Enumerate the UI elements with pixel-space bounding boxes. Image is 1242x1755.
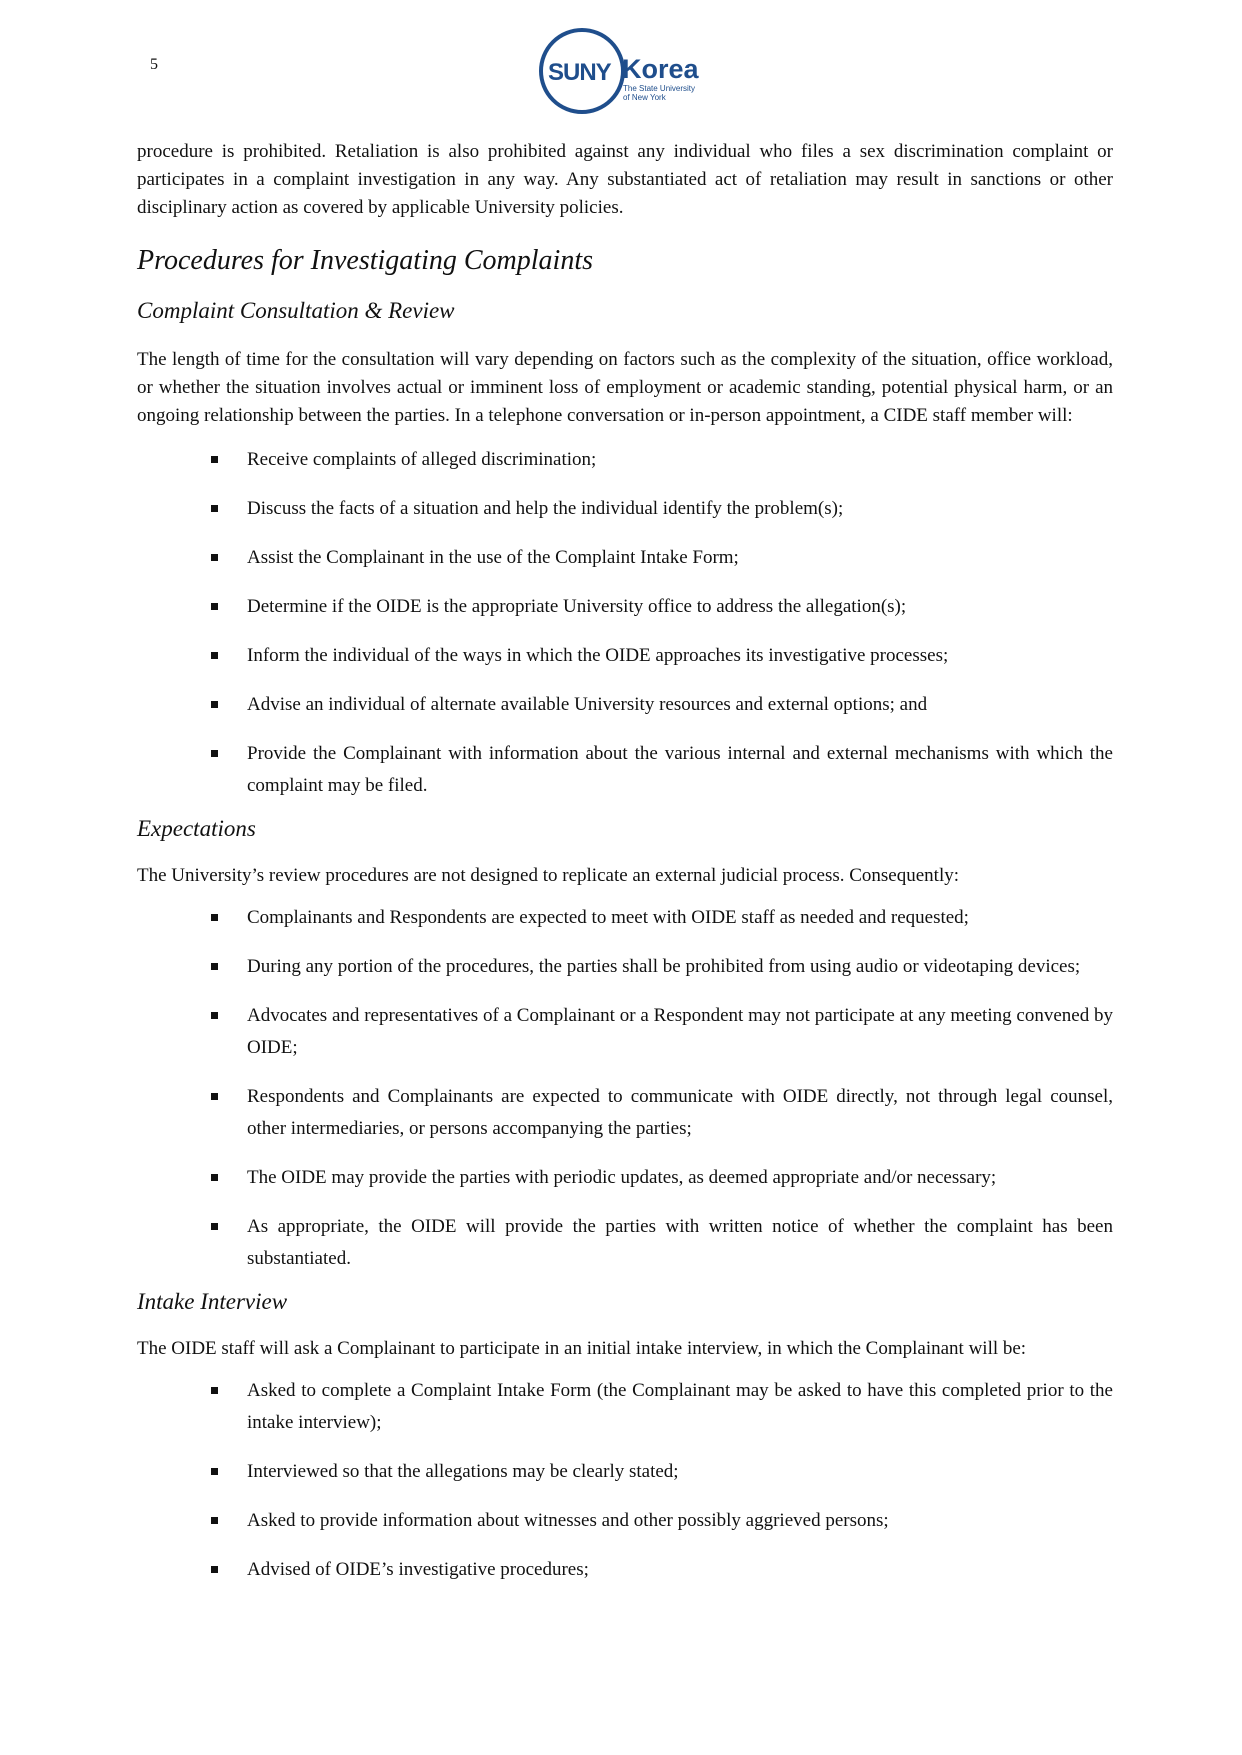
list-item [247, 542, 1113, 574]
list-item [247, 738, 1113, 802]
suny-korea-logo [538, 26, 708, 116]
list-item-text: Asked to provide information about witnesses and other possibly aggrieved persons; [247, 1510, 889, 1531]
list-item-text: Receive complaints of alleged discrimination; [247, 449, 597, 470]
bullet-icon [211, 750, 218, 757]
bullet-icon [211, 1174, 218, 1181]
list-item [247, 1000, 1113, 1064]
bullet-icon [211, 914, 218, 921]
logo-tagline-1: The State University [623, 84, 696, 93]
list-item [247, 444, 1113, 476]
bullet-icon [211, 554, 218, 561]
bullet-icon [211, 1566, 218, 1573]
list-item-text: Interviewed so that the allegations may be clearly stated; [247, 1461, 679, 1482]
list-item [247, 493, 1113, 525]
consultation-heading: Complaint Consultation & Review [137, 298, 455, 323]
list-item-text: Respondents and Complainants are expected to communicate with OIDE directly, not through legal counsel, other intermediaries, or persons accompanying the parties; [247, 1086, 1113, 1139]
list-item-text: Provide the Complainant with information about the various internal and external mechanisms with which the complaint may be filed. [247, 743, 1113, 796]
list-item-text: Asked to complete a Complaint Intake Form (the Complainant may be asked to have this completed prior to the intake interview); [247, 1380, 1113, 1433]
list-item [247, 591, 1113, 623]
logo-name-text: Korea [622, 54, 699, 84]
list-item [247, 1211, 1113, 1275]
list-item [247, 1456, 1113, 1488]
consultation-paragraph: The length of time for the consultation will vary depending on factors such as the complexity of the situation, office workload, or whether the situation involves actual or imminent loss of employment or academic standing, potential physical harm, or an ongoing relationship between the parties. In a telephone conversation or in-person appointment, a CIDE staff member will: [137, 349, 1113, 426]
list-item [247, 1162, 1113, 1194]
bullet-icon [211, 1093, 218, 1100]
intake-heading: Intake Interview [137, 1289, 288, 1314]
bullet-icon [211, 963, 218, 970]
page-number: 5 [150, 56, 158, 73]
bullet-icon [211, 1468, 218, 1475]
list-item-text: Determine if the OIDE is the appropriate University office to address the allegation(s); [247, 596, 907, 617]
list-item-text: Inform the individual of the ways in which the OIDE approaches its investigative processes; [247, 645, 949, 666]
expectations-heading: Expectations [137, 816, 256, 841]
section-title: Procedures for Investigating Complaints [137, 245, 593, 276]
bullet-icon [211, 1012, 218, 1019]
list-item-text: As appropriate, the OIDE will provide the parties with written notice of whether the complaint has been substantiated. [247, 1216, 1113, 1269]
list-item-text: Discuss the facts of a situation and help the individual identify the problem(s); [247, 498, 844, 519]
list-item-text: Advised of OIDE’s investigative procedures; [247, 1559, 589, 1580]
bullet-icon [211, 456, 218, 463]
bullet-icon [211, 701, 218, 708]
logo-mark-text: SUNY [548, 59, 611, 86]
list-item [247, 951, 1113, 983]
intake-paragraph: The OIDE staff will ask a Complainant to participate in an initial intake interview, in which the Complainant will be: [137, 1338, 1027, 1359]
expectations-paragraph: The University’s review procedures are not designed to replicate an external judicial process. Consequently: [137, 865, 960, 886]
list-item [247, 1375, 1113, 1439]
list-item [247, 1505, 1113, 1537]
bullet-icon [211, 603, 218, 610]
consultation-list [137, 444, 1113, 802]
list-item [247, 1081, 1113, 1145]
list-item [247, 1554, 1113, 1586]
intro-paragraph: procedure is prohibited. Retaliation is also prohibited against any individual who files a sex discrimination complaint or participates in a complaint investigation in any way. Any substantiated act of retaliation may result in sanctions or other disciplinary action as covered by applicable University policies. [137, 141, 1113, 218]
list-item-text: During any portion of the procedures, the parties shall be prohibited from using audio or videotaping devices; [247, 956, 1081, 977]
list-item-text: Advise an individual of alternate available University resources and external options; and [247, 694, 928, 715]
bullet-icon [211, 1387, 218, 1394]
document-body [137, 138, 1113, 1586]
list-item-text: Assist the Complainant in the use of the Complaint Intake Form; [247, 547, 739, 568]
list-item [247, 689, 1113, 721]
list-item-text: The OIDE may provide the parties with periodic updates, as deemed appropriate and/or necessary; [247, 1167, 997, 1188]
intake-list [137, 1375, 1113, 1586]
list-item-text: Advocates and representatives of a Complainant or a Respondent may not participate at any meeting convened by OIDE; [247, 1005, 1113, 1058]
expectations-list [137, 902, 1113, 1275]
bullet-icon [211, 505, 218, 512]
list-item [247, 902, 1113, 934]
list-item [247, 640, 1113, 672]
list-item-text: Complainants and Respondents are expected to meet with OIDE staff as needed and requested; [247, 907, 969, 928]
bullet-icon [211, 1517, 218, 1524]
bullet-icon [211, 1223, 218, 1230]
logo-tagline-2: of New York [623, 93, 666, 102]
bullet-icon [211, 652, 218, 659]
